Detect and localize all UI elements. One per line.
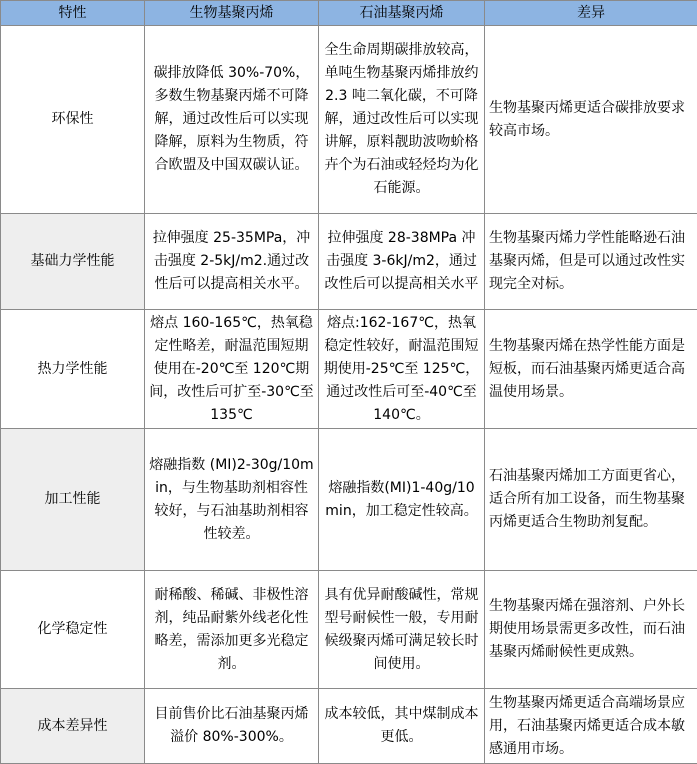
bio-pp-cell: 熔点 160-165℃，热氧稳定性略差，耐温范围短期使用在-20℃至 120℃期间，改性后可扩至-30℃至 135℃ (145, 310, 319, 429)
difference-cell: 生物基聚丙烯更适合碳排放要求较高市场。 (485, 26, 697, 214)
table-row (1, 429, 697, 571)
petro-pp-cell: 具有优异耐酸碱性，常规型号耐候性一般，专用耐候级聚丙烯可满足较长时间使用。 (319, 571, 485, 689)
difference-cell: 石油基聚丙烯加工方面更省心，适合所有加工设备，而生物基聚丙烯更适合生物助剂复配。 (485, 429, 697, 571)
header-difference: 差异 (485, 1, 697, 26)
petro-pp-cell: 成本较低，其中煤制成本更低。 (319, 689, 485, 764)
difference-cell: 生物基聚丙烯在强溶剂、户外长期使用场景需更多改性，而石油基聚丙烯耐候性更成熟。 (485, 571, 697, 689)
header-row (1, 1, 697, 26)
table-row (1, 214, 697, 310)
difference-cell: 生物基聚丙烯在热学性能方面是短板，而石油基聚丙烯更适合高温使用场景。 (485, 310, 697, 429)
table-row (1, 26, 697, 214)
header-petro-pp: 石油基聚丙烯 (319, 1, 485, 26)
feature-cell: 成本差异性 (1, 689, 145, 764)
petro-pp-cell: 熔点:162-167℃，热氧稳定性较好，耐温范围短期使用-25℃至 125℃，通过改性后可至-40℃至 140℃。 (319, 310, 485, 429)
feature-cell: 环保性 (1, 26, 145, 214)
feature-cell: 热力学性能 (1, 310, 145, 429)
bio-pp-cell: 目前售价比石油基聚丙烯溢价 80%-300%。 (145, 689, 319, 764)
feature-cell: 基础力学性能 (1, 214, 145, 310)
table-row (1, 571, 697, 689)
petro-pp-cell: 熔融指数(MI)1-40g/10min，加工稳定性较高。 (319, 429, 485, 571)
bio-pp-cell: 熔融指数 (MI)2-30g/10min，与生物基助剂相容性较好，与石油基助剂相容性较差。 (145, 429, 319, 571)
petro-pp-cell: 拉伸强度 28-38MPa 冲击强度 3-6kJ/m2，通过改性后可以提高相关水平 (319, 214, 485, 310)
difference-cell: 生物基聚丙烯力学性能略逊石油基聚丙烯，但是可以通过改性实现完全对标。 (485, 214, 697, 310)
feature-cell: 化学稳定性 (1, 571, 145, 689)
header-bio-pp: 生物基聚丙烯 (145, 1, 319, 26)
petro-pp-cell: 全生命周期碳排放较高，单吨生物基聚丙烯排放约 2.3 吨二氧化碳，不可降解，通过改性后可以实现讲解，原料靓助波吻蚧格卉个为石油或轻烃均为化石能源。 (319, 26, 485, 214)
difference-cell: 生物基聚丙烯更适合高端场景应用，石油基聚丙烯更适合成本敏感通用市场。 (485, 689, 697, 764)
bio-pp-cell: 耐稀酸、稀碱、非极性溶剂，纯品耐紫外线老化性略差，需添加更多光稳定剂。 (145, 571, 319, 689)
table-row (1, 689, 697, 764)
bio-pp-cell: 拉伸强度 25-35MPa，冲击强度 2-5kJ/m2.通过改性后可以提高相关水平。 (145, 214, 319, 310)
header-feature: 特性 (1, 1, 145, 26)
feature-cell: 加工性能 (1, 429, 145, 571)
bio-pp-cell: 碳排放降低 30%-70%，多数生物基聚丙烯不可降解，通过改性后可以实现降解，原料为生物质，符合欧盟及中国双碳认证。 (145, 26, 319, 214)
table-row (1, 310, 697, 429)
